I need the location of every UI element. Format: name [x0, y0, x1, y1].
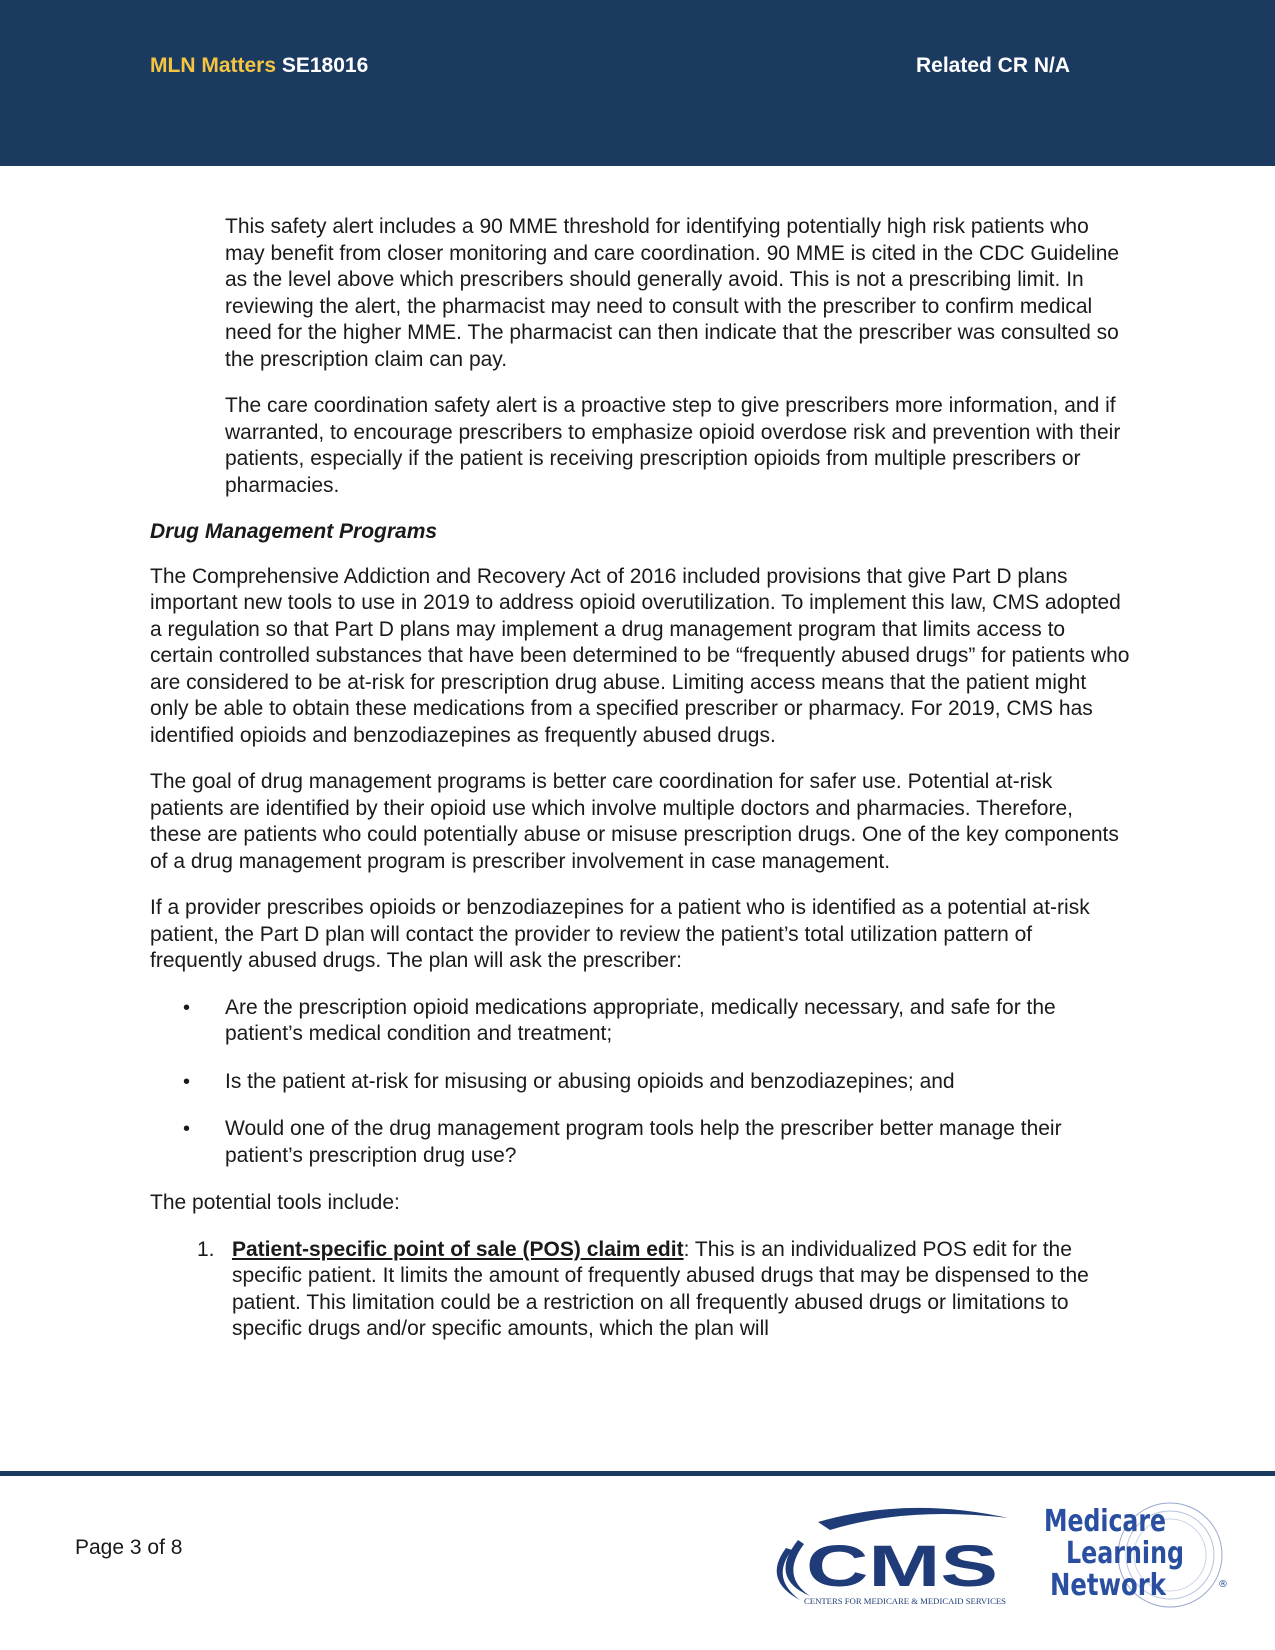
prescriber-contact-paragraph: If a provider prescribes opioids or benzodiazepines for a patient who is identified as a potential at-risk patient, the Part D plan will contact the provider to review the patient’s total utilization pattern of frequently abused drugs. The plan will ask the prescriber: [150, 896, 1090, 972]
list-item [150, 1116, 1130, 1169]
page-number: Page 3 of 8 [75, 1536, 183, 1559]
cms-tagline: CENTERS FOR MEDICARE & MEDICAID SERVICES [804, 1597, 1006, 1606]
mln-logo [1040, 1497, 1240, 1612]
list-number: 1. [197, 1237, 215, 1261]
mln-line-3: Network [1050, 1568, 1167, 1603]
footer-divider [0, 1471, 1275, 1476]
article-id: SE18016 [281, 54, 369, 77]
list-item [150, 995, 1130, 1048]
cara-paragraph: The Comprehensive Addiction and Recovery Act of 2016 included provisions that give Part D plans important new tools to use in 2019 to address opioid overutilization. To implement this law, CMS adopted a regulation so that Part D plans may implement a drug management program that limits access to certain controlled substances that have been determined to be “frequently abused drugs” for patients who are considered to be at-risk for prescription drug abuse. Limiting access means that the patient might only be able to obtain these medications from a specified prescriber or pharmacy. For 2019, CMS has identified opioids and benzodiazepines as frequently abused drugs. [150, 564, 1130, 747]
tool-term: Patient-specific point of sale (POS) claim edit [232, 1237, 684, 1261]
bullet-icon: • [183, 1070, 191, 1093]
header-article-label [150, 54, 368, 78]
program-goal-paragraph: The goal of drug management programs is better care coordination for safer use. Potential at-risk patients are identified by their opioid use which involve multiple doctors and pharmacies. Therefore, these are patients who could potentially abuse or misuse prescription drugs. One of the key components of a drug management program is prescriber involvement in case management. [150, 770, 1119, 873]
tool-description: : This is an individualized POS edit for the specific patient. It limits the amount of frequently abused drugs that may be dispensed to the patient. This limitation could be a restriction on all frequently abused drugs or limitations to specific drugs and/or specific amounts, which the plan will [232, 1237, 1089, 1340]
safety-alert-paragraph: The care coordination safety alert is a proactive step to give prescribers more information, and if warranted, to encourage prescribers to emphasize opioid overdose risk and prevention with their patients, especially if the patient is receiving prescription opioids from multiple prescribers or pharmacies. [225, 394, 1121, 497]
mln-line-1: Medicare [1044, 1504, 1166, 1539]
mme-threshold-paragraph: This safety alert includes a 90 MME threshold for identifying potentially high risk patients who may benefit from closer monitoring and care coordination. 90 MME is cited in the CDC Guideline as the level above which prescribers should generally avoid. This is not a prescribing limit. In reviewing the alert, the pharmacist may need to consult with the prescriber to confirm medical need for the higher MME. The pharmacist can then indicate that the prescriber was consulted so the prescription claim can pay. [225, 215, 1120, 371]
list-item [150, 1237, 1130, 1343]
tools-list [150, 1237, 1130, 1343]
related-cr-label: Related CR N/A [915, 54, 1070, 77]
mln-line-2: Learning [1066, 1536, 1184, 1571]
list-item-text: Is the patient at-risk for misusing or abusing opioids and benzodiazepines; and [225, 1069, 955, 1093]
tools-intro: The potential tools include: [150, 1191, 400, 1214]
mln-matters-brand: MLN Matters [150, 54, 277, 77]
bullet-icon: • [183, 996, 191, 1019]
list-item [150, 1069, 1130, 1096]
page-header [0, 0, 1275, 166]
section-heading: Drug Management Programs [150, 520, 438, 543]
cms-logo-text: CMS [806, 1534, 998, 1599]
bullet-icon: • [183, 1118, 191, 1140]
list-item-text: Are the prescription opioid medications appropriate, medically necessary, and safe for the patient’s medical condition and treatment; [225, 995, 1056, 1045]
prescriber-questions-list [150, 995, 1130, 1170]
list-item-text: Would one of the drug management program tools help the prescriber better manage their patient’s prescription drug use? [225, 1117, 1062, 1167]
registered-mark: ® [1218, 1579, 1228, 1590]
article-body [150, 214, 1130, 1343]
cms-logo [758, 1500, 1018, 1610]
